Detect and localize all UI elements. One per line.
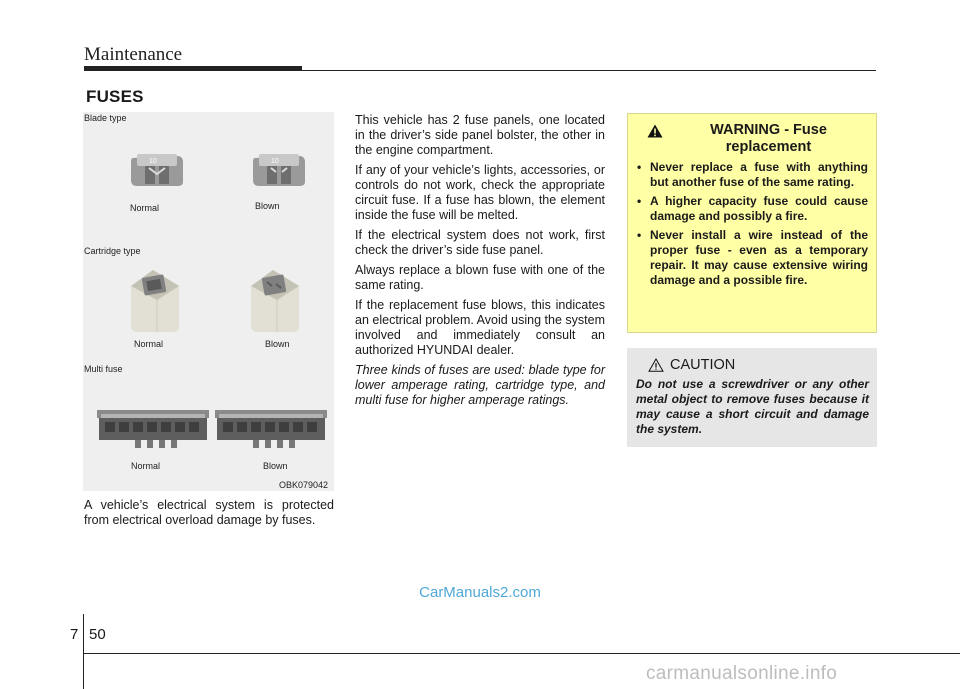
warning-triangle-icon bbox=[647, 124, 663, 138]
cartridge-fuse-blown-image bbox=[243, 264, 305, 336]
chapter-number: 7 bbox=[70, 626, 79, 643]
figure-code: OBK079042 bbox=[279, 480, 329, 490]
caution-text: Do not use a screwdriver or any other metal object to remove fuses because it may cause a short circuit and damage the system. bbox=[636, 377, 869, 436]
paragraph-driver-panel: If the electrical system does not work, first check the driver’s side fuse panel. bbox=[355, 228, 605, 257]
blade-normal-label: Normal bbox=[130, 203, 160, 213]
watermark-bottom: carmanualsonline.info bbox=[646, 663, 838, 684]
header-rule-thick bbox=[84, 66, 302, 71]
multi-blown-label: Blown bbox=[263, 461, 288, 471]
figure-caption: A vehicle’s electrical system is protected from electrical overload damage by fuses. bbox=[84, 498, 334, 527]
caution-triangle-icon bbox=[648, 358, 664, 372]
cartridge-type-label: Cartridge type bbox=[84, 246, 141, 256]
multi-fuse-normal-image bbox=[95, 404, 211, 454]
warning-header bbox=[647, 122, 868, 156]
svg-text:10: 10 bbox=[149, 158, 157, 165]
footer-divider-horizontal bbox=[83, 653, 960, 654]
multi-fuse-label: Multi fuse bbox=[84, 364, 123, 374]
multi-fuse-blown-image bbox=[213, 404, 329, 454]
warning-list bbox=[637, 160, 868, 288]
caution-box bbox=[627, 348, 877, 447]
svg-text:10: 10 bbox=[271, 158, 279, 165]
page-number: 50 bbox=[89, 626, 106, 643]
paragraph-check-fuse: If any of your vehicle’s lights, accessories, or controls do not work, check the appropriate circuit fuse. If a fuse has blown, the element inside the fuse will be melted. bbox=[355, 163, 605, 222]
footer-divider-vertical bbox=[83, 614, 84, 689]
page-title: FUSES bbox=[86, 87, 144, 106]
header-rule bbox=[302, 70, 876, 71]
bullet: • bbox=[637, 228, 642, 242]
multi-normal-label: Normal bbox=[131, 461, 161, 471]
warning-item-text: A higher capacity fuse could cause damage and possibly a fire. bbox=[650, 194, 868, 223]
warning-item bbox=[637, 160, 868, 190]
bullet: • bbox=[637, 194, 642, 208]
paragraph-fuse-panels: This vehicle has 2 fuse panels, one located in the driver’s side panel bolster, the other in the engine compartment. bbox=[355, 113, 605, 157]
blade-type-label: Blade type bbox=[84, 113, 127, 123]
caution-title: CAUTION bbox=[670, 357, 736, 373]
watermark-link[interactable]: CarManuals2.com bbox=[419, 584, 541, 601]
cartridge-fuse-normal-image bbox=[123, 264, 185, 336]
body-text bbox=[355, 113, 605, 413]
blade-fuse-normal-image bbox=[127, 152, 189, 190]
blade-blown-label: Blown bbox=[255, 201, 280, 211]
paragraph-fuse-kinds: Three kinds of fuses are used: blade type for lower amperage rating, cartridge type, and multi fuse for higher amperage ratings. bbox=[355, 363, 605, 407]
warning-box bbox=[627, 113, 877, 333]
warning-item-text: Never install a wire instead of the proper fuse - even as a temporary repair. It may cause extensive wiring damage and a possible fire. bbox=[650, 228, 868, 287]
section-header: Maintenance bbox=[84, 44, 183, 65]
cartridge-blown-label: Blown bbox=[265, 339, 290, 349]
bullet: • bbox=[637, 160, 642, 174]
blade-fuse-blown-image bbox=[249, 152, 311, 190]
fuse-figure bbox=[83, 112, 334, 491]
cartridge-normal-label: Normal bbox=[134, 339, 164, 349]
paragraph-dealer: If the replacement fuse blows, this indicates an electrical problem. Avoid using the system involved and immediately consult an authorized HYUNDAI dealer. bbox=[355, 298, 605, 357]
warning-item bbox=[637, 194, 868, 224]
warning-title: WARNING - Fuse replacement bbox=[710, 122, 827, 155]
warning-item bbox=[637, 228, 868, 288]
paragraph-same-rating: Always replace a blown fuse with one of the same rating. bbox=[355, 263, 605, 292]
warning-item-text: Never replace a fuse with anything but another fuse of the same rating. bbox=[650, 160, 868, 189]
caution-header bbox=[648, 357, 869, 373]
